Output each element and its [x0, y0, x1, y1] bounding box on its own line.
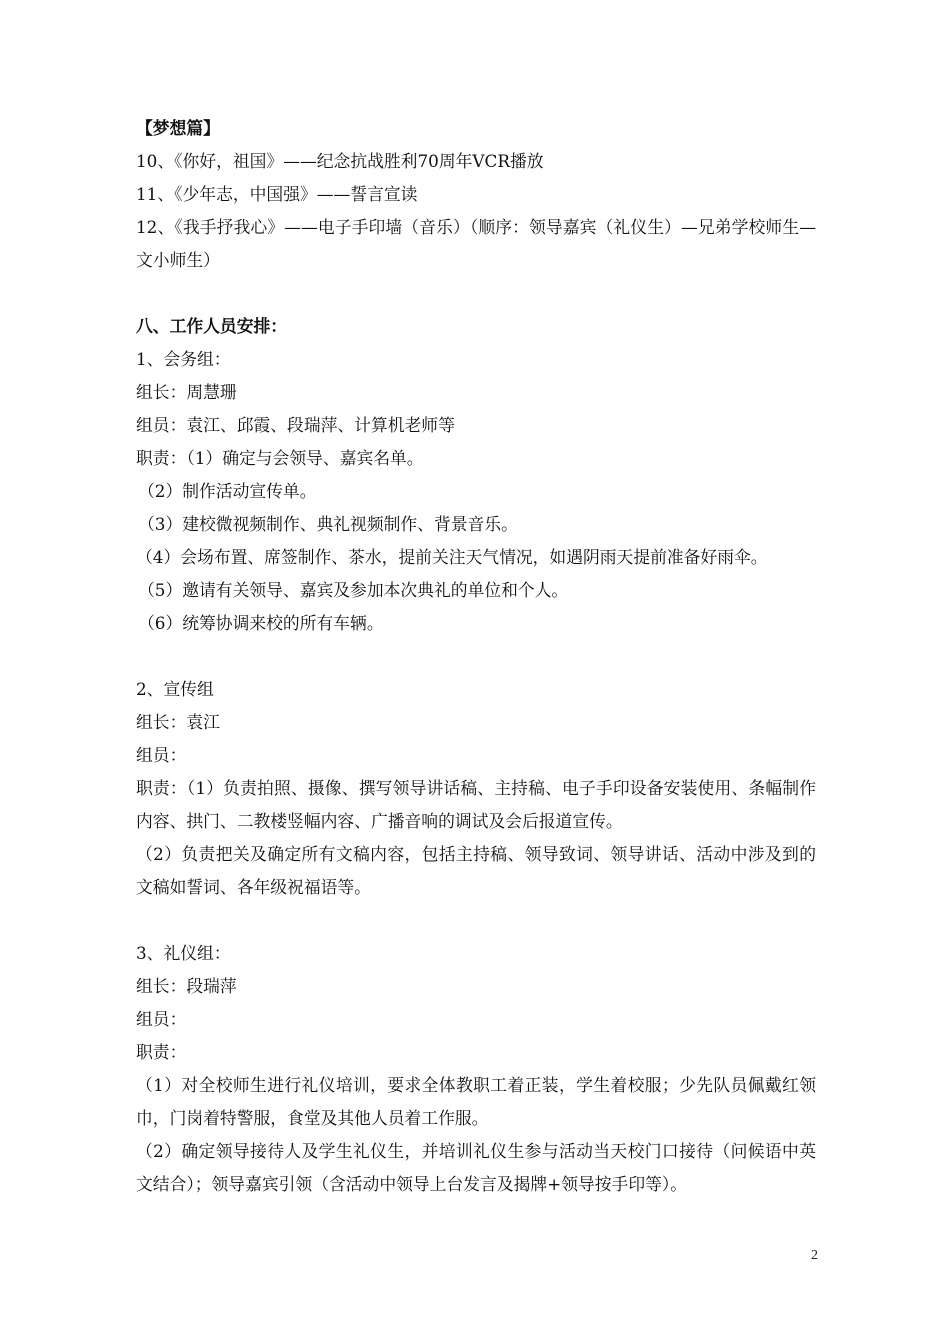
- section-heading-dream: 【梦想篇】: [136, 118, 220, 138]
- group-1-duty-5: （5）邀请有关领导、嘉宾及参加本次典礼的单位和个人。: [138, 580, 569, 600]
- group-1-duty-2: （2）制作活动宣传单。: [138, 481, 317, 501]
- group-3-title: 3、礼仪组：: [136, 943, 231, 963]
- group-1-duty-4: （4）会场布置、席签制作、茶水，提前关注天气情况，如遇阴雨天提前准备好雨伞。: [136, 547, 768, 567]
- program-item-11: 11、《少年志，中国强》——誓言宣读: [136, 184, 418, 204]
- group-1-leader: 组长：周慧珊: [136, 382, 237, 402]
- document-body: [136, 112, 816, 1201]
- program-item-10: 10、《你好，祖国》——纪念抗战胜利70周年VCR播放: [136, 151, 544, 171]
- group-1-title: 1、会务组：: [136, 349, 231, 369]
- section-heading-staff: 八、工作人员安排：: [136, 316, 288, 336]
- group-2-title: 2、宣传组: [136, 679, 214, 699]
- group-3-members: 组员：: [136, 1009, 187, 1029]
- group-2-duty-2: （2）负责把关及确定所有文稿内容，包括主持稿、领导致词、领导讲话、活动中涉及到的文稿如誓词、各年级祝福语等。: [136, 844, 816, 897]
- group-3-duty-2: （2）确定领导接待人及学生礼仪生，并培训礼仪生参与活动当天校门口接待（问候语中英文结合）；领导嘉宾引领（含活动中领导上台发言及揭牌+领导按手印等）。: [136, 1141, 816, 1194]
- group-2-members: 组员：: [136, 745, 187, 765]
- group-1-duty-6: （6）统筹协调来校的所有车辆。: [138, 613, 384, 633]
- paragraph-spacer: [136, 277, 816, 310]
- group-3-duty-1: （1）对全校师生进行礼仪培训，要求全体教职工着正装，学生着校服；少先队员佩戴红领巾，门岗着特警服，食堂及其他人员着工作服。: [136, 1075, 816, 1128]
- group-2-duty-1: 职责：（1）负责拍照、摄像、撰写领导讲话稿、主持稿、电子手印设备安装使用、条幅制作内容、拱门、二教楼竖幅内容、广播音响的调试及会后报道宣传。: [136, 778, 816, 831]
- paragraph-spacer: [136, 904, 816, 937]
- group-2-leader: 组长：袁江: [136, 712, 220, 732]
- paragraph-spacer: [136, 640, 816, 673]
- group-3-leader: 组长：段瑞萍: [136, 976, 237, 996]
- group-1-duty-3: （3）建校微视频制作、典礼视频制作、背景音乐。: [138, 514, 518, 534]
- page-number: 2: [811, 1248, 818, 1263]
- program-item-12: 12、《我手抒我心》——电子手印墙（音乐）（顺序：领导嘉宾（礼仪生）—兄弟学校师生—文小师生）: [136, 217, 816, 270]
- group-3-duties-label: 职责：: [136, 1042, 187, 1062]
- group-1-duty-1: 职责：（1）确定与会领导、嘉宾名单。: [136, 448, 424, 468]
- group-1-members: 组员：袁江、邱霞、段瑞萍、计算机老师等: [136, 415, 455, 435]
